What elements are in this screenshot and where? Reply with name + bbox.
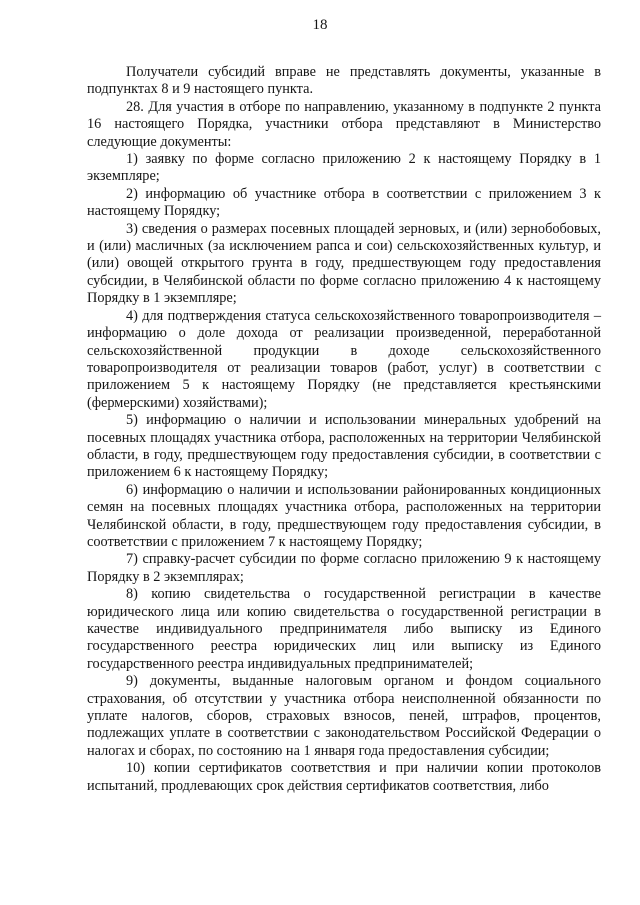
list-item-8: 8) копию свидетельства о государственной регистрации в качестве юридического лица или копию свидетельства о государственной регистрации в качестве индивидуального предпринимателя либо выписку из Единого государственного реестра юридических лиц или выписку из Единого государственного реестра индивидуальных предпринимателей; xyxy=(87,586,601,672)
page-number: 18 xyxy=(312,17,328,33)
list-item-9: 9) документы, выданные налоговым органом и фондом социального страхования, об отсутствии у участника отбора неисполненной обязанности по уплате налогов, сборов, страховых взносов, пеней, штрафов, процентов, подлежащих уплате в соответствии с законодательством Российской Федерации о налогах и сборах, по состоянию на 1 января года предоставления субсидии; xyxy=(87,673,601,759)
list-item-7: 7) справку-расчет субсидии по форме согласно приложению 9 к настоящему Порядку в 2 экземплярах; xyxy=(87,551,601,585)
list-item-6: 6) информацию о наличии и использовании районированных кондиционных семян на посевных площадях участника отбора, расположенных на территории Челябинской области, в году, предшествующем году предоставления субсидии, в соответствии с приложением 7 к настоящему Порядку; xyxy=(87,481,601,550)
list-item-1: 1) заявку по форме согласно приложению 2 к настоящему Порядку в 1 экземпляре; xyxy=(87,151,601,185)
list-item-4: 4) для подтверждения статуса сельскохозяйственного товаропроизводителя – информацию о доле дохода от реализации произведенной, переработанной сельскохозяйственной продукции в доходе сельскохозяйственного товаропроизводителя от реализации товаров (работ, услуг) в соответствии с приложением 5 к настоящему Порядку (не представляется крестьянскими (фермерскими) хозяйствами); xyxy=(87,307,601,411)
document-body xyxy=(87,64,601,795)
list-item-3: 3) сведения о размерах посевных площадей зерновых, и (или) зернобобовых, и (или) масличных (за исключением рапса и сои) сельскохозяйственных культур, и (или) овощей открытого грунта в году, предшествующем году предоставления субсидии, в Челябинской области по форме согласно приложению 4 к настоящему Порядку в 1 экземпляре; xyxy=(87,220,601,307)
paragraph-recipients-note: Получатели субсидий вправе не представлять документы, указанные в подпунктах 8 и 9 настоящего пункта. xyxy=(87,64,601,98)
list-item-2: 2) информацию об участнике отбора в соответствии с приложением 3 к настоящему Порядку; xyxy=(87,185,601,220)
list-item-5: 5) информацию о наличии и использовании минеральных удобрений на посевных площадях участника отбора, расположенных на территории Челябинской области, в году, предшествующем году предоставления субсидии, в соответствии с приложением 6 к настоящему Порядку; xyxy=(87,412,601,481)
paragraph-clause-28: 28. Для участия в отборе по направлению, указанному в подпункте 2 пункта 16 настоящего Порядка, участники отбора представляют в Министерство следующие документы: xyxy=(87,98,601,150)
list-item-10: 10) копии сертификатов соответствия и при наличии копии протоколов испытаний, продлевающих срок действия сертификатов соответствия, либо xyxy=(87,760,601,794)
